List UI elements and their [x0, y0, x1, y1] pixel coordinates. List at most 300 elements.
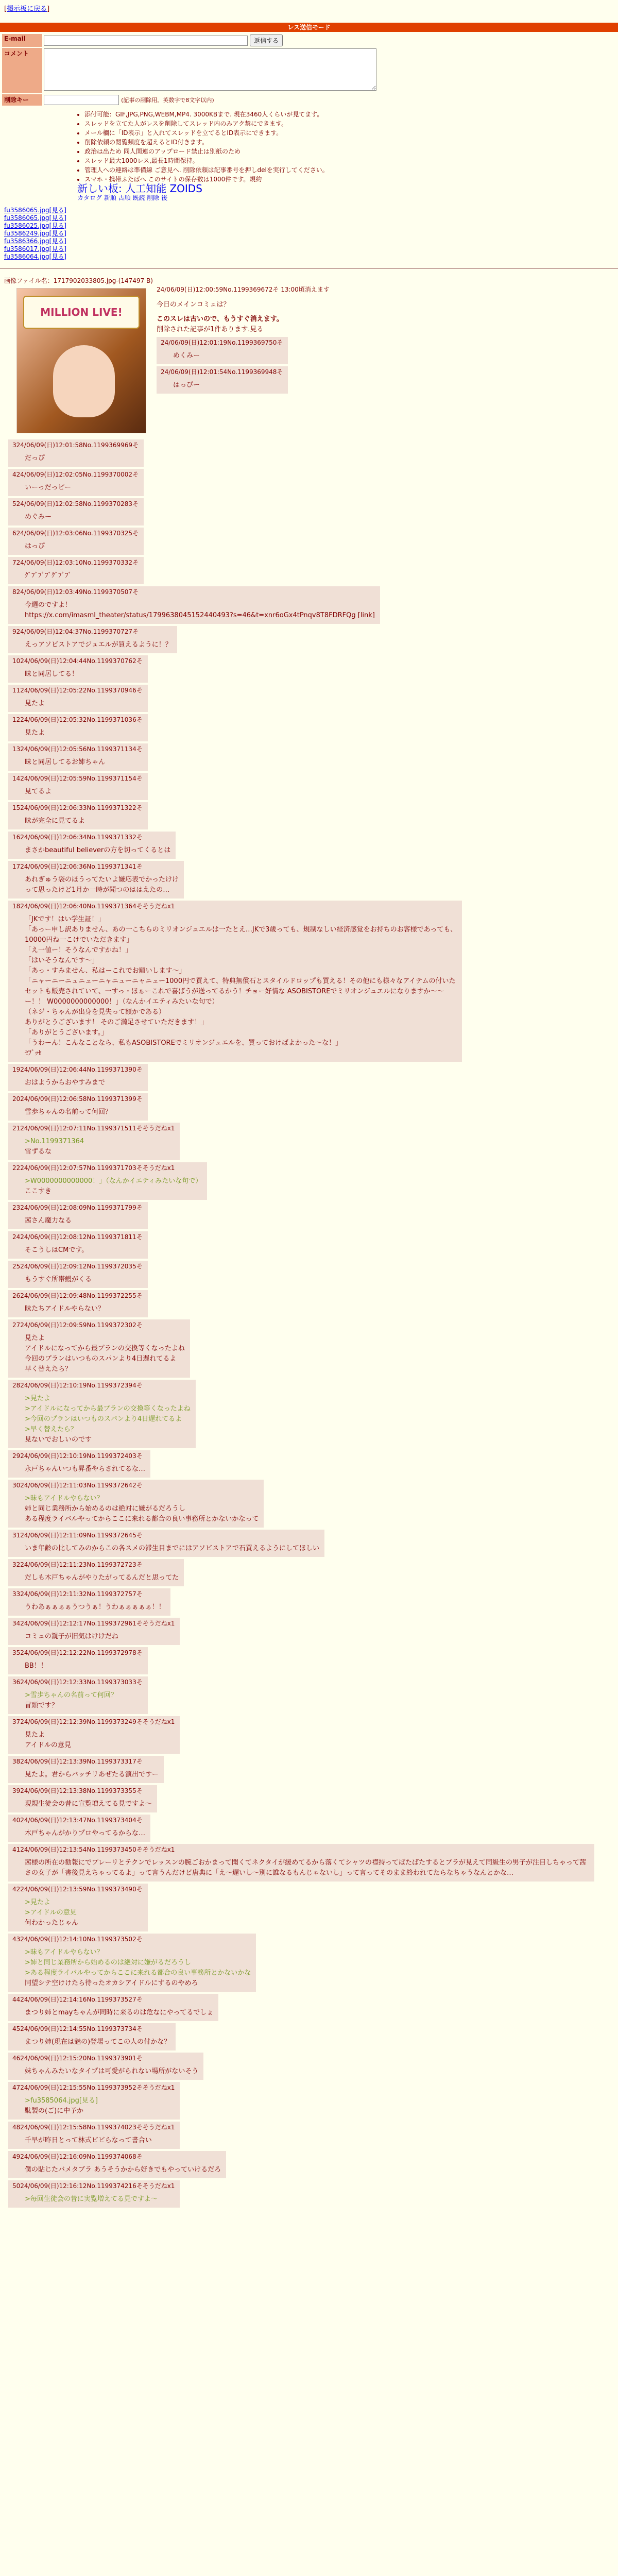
quote-line: >見たよ [25, 1395, 50, 1402]
reply-header[interactable] [12, 1995, 213, 2004]
reply-line: だしも木戸ちゃんがやりたがってるんだと思ってた [25, 1574, 179, 1582]
reply-header[interactable] [12, 1320, 185, 1329]
reply-line: 見たよ [25, 1334, 45, 1342]
reply-number: 7 [12, 559, 16, 566]
reply-line: ありがとうございます！ そのご満足させていただきます！」 [25, 1019, 208, 1026]
reply-header[interactable] [12, 1717, 175, 1726]
reply-number: 37 [12, 1718, 21, 1725]
reply-meta[interactable]: 24/06/09(日)12:11:23No.1199372723そ [20, 1561, 143, 1568]
reply-header[interactable] [12, 2152, 221, 2161]
reply-header[interactable] [12, 1885, 143, 1893]
reply-post [8, 1380, 196, 1448]
reply-post [8, 1123, 180, 1160]
reply-body [12, 728, 143, 738]
reply-body [12, 1897, 143, 1928]
reply-post [8, 901, 462, 1062]
reply-line: そこうしはCMです。 [25, 1246, 89, 1254]
reply-line: はっぴ [25, 543, 45, 550]
reply-meta[interactable]: 24/06/09(日)12:12:39No.1199373249そそうだねx1 [20, 1718, 175, 1725]
reply-meta[interactable]: 24/06/09(日)12:04:44No.1199370762そ [20, 657, 143, 665]
reply-number: 17 [12, 863, 21, 870]
reply-meta[interactable]: 24/06/09(日)12:14:10No.1199373502そ [20, 1936, 143, 1943]
op-thumbnail-image[interactable] [16, 288, 146, 433]
reply-body [12, 1661, 143, 1671]
reply-meta[interactable]: 24/06/09(日)12:14:16No.1199373527そ [20, 1996, 143, 2003]
reply-meta[interactable]: 24/06/09(日)12:12:33No.1199373033そ [20, 1679, 143, 1686]
reply-post [8, 2053, 203, 2080]
op-fileinfo[interactable]: 画像ファイル名：1717902033805.jpg-(147497 B) [4, 277, 153, 284]
reply-body [12, 1275, 143, 1285]
reply-header[interactable] [12, 1451, 145, 1460]
reply-meta[interactable]: 24/06/09(日)12:13:47No.1199373404そ [20, 1817, 143, 1824]
file-link[interactable]: fu3586366.jpg[見る] [4, 238, 67, 245]
reply-header[interactable] [12, 1124, 175, 1132]
reply-post [8, 1093, 148, 1121]
file-link[interactable]: fu3586065.jpg[見る] [4, 207, 67, 214]
delete-key-field[interactable] [44, 95, 119, 105]
file-link[interactable]: fu3586025.jpg[見る] [4, 222, 67, 229]
reply-line: 僕の貼じたバメタブラ あうそうかから好きでもやっていけるだろ [25, 2166, 221, 2174]
reply-header[interactable] [12, 1757, 159, 1766]
reply-post [8, 586, 380, 624]
email-field[interactable] [44, 36, 248, 46]
reply-number: 35 [12, 1649, 21, 1656]
reply-header[interactable] [12, 2024, 170, 2033]
reply-header[interactable] [12, 656, 143, 665]
reply-body [12, 2165, 221, 2175]
reply-header[interactable] [12, 558, 139, 567]
reply-header[interactable] [12, 587, 375, 596]
reply-header[interactable] [12, 862, 179, 871]
reply-meta[interactable]: 24/06/09(日)12:02:58No.1199370283そ [16, 500, 139, 507]
reply-post [8, 2082, 180, 2120]
quote-line: >W0000000000000！」（なんかイエティみたいな句で） [25, 1177, 202, 1185]
reply-post [8, 1559, 184, 1586]
reply-line: 「あっー申し訳ありません、あの一こちらのミリオンジュエルは一たとえ…JKで3歳っても、規制なしい経済感覚をお持ちのお客様であっても、 [25, 926, 457, 934]
reply-meta[interactable]: 24/06/09(日)12:11:32No.1199372757そ [20, 1590, 143, 1598]
reply-line: 妹ちゃんみたいなタイプは可愛がられない場所がないそう [25, 2067, 199, 2075]
reply-body [12, 1632, 175, 1642]
reply-meta[interactable]: 24/06/09(日)12:05:59No.1199371154そ [20, 775, 143, 782]
reply-line: ｾﾌﾞｯｾ [25, 1049, 42, 1057]
reply-body [12, 1394, 191, 1445]
reply-post [8, 743, 148, 771]
notes-item: • 削除依頼の閲覧頻度を超えるとID付きます。 [84, 138, 618, 147]
reply-line: 現規生徒会の昔に宣覧増えてる見ですよ〜 [25, 1800, 152, 1808]
reply-meta[interactable]: 24/06/09(日)12:06:44No.1199371390そ [20, 1066, 143, 1073]
reply-list [0, 439, 618, 2208]
reply-body [12, 2037, 170, 2047]
reply-number: 40 [12, 1817, 21, 1824]
reply-post [8, 1618, 180, 1645]
reply-header[interactable] [12, 1589, 165, 1598]
reply-body [12, 453, 139, 464]
reply-body [12, 1602, 165, 1613]
reply-body [12, 2136, 175, 2146]
divider [0, 268, 618, 269]
reply-meta[interactable]: 24/06/09(日)12:02:05No.1199370002そ [16, 471, 139, 478]
reply-body [12, 1333, 185, 1375]
reply-number: 16 [12, 834, 21, 841]
email-label: E-mail [2, 34, 42, 47]
reply-header[interactable] [12, 1291, 143, 1300]
reply-meta[interactable]: 24/06/09(日)12:03:06No.1199370325そ [16, 530, 139, 537]
reply-header[interactable] [12, 715, 143, 724]
reply-number: 11 [12, 687, 21, 694]
reply-line: うわあぁぁぁぁうつうぁ！うわぁぁぁぁぁ！！ [25, 1603, 165, 1611]
quote-line: >雪歩ちゃんの名前って何回？ [25, 1691, 117, 1699]
reply-line: 昧たちアイドルやらない？ [25, 1305, 105, 1313]
reply-body [12, 1137, 175, 1157]
reply-line: 早く替えたら？ [25, 1365, 72, 1373]
file-list [4, 207, 614, 261]
reply-post [8, 1647, 148, 1674]
reply-meta[interactable]: 24/06/09(日)12:08:09No.1199371799そ [20, 1204, 143, 1211]
reply-line: 木戸ちゃんがかりプロやってるからな… [25, 1829, 146, 1837]
reply-number: 46 [12, 2055, 21, 2062]
reply-line: アイドルになってから最プランの交換等くなったよね [25, 1345, 185, 1352]
quote-line: >昧もアイドルやらない？ [25, 1948, 104, 1956]
reply-meta[interactable]: 24/06/09(日)12:07:57No.1199371703そそうだねx1 [20, 1164, 175, 1172]
reply-meta[interactable]: 24/06/09(日)12:09:59No.1199372302そ [20, 1321, 143, 1329]
reply-line: 駄製の(ご)に中予か [25, 2107, 84, 2115]
reply-number: 12 [12, 716, 21, 723]
reply-line: 見たよ [25, 729, 45, 737]
reply-body [12, 1304, 143, 1314]
reply-number: 28 [12, 1382, 21, 1389]
reply-header[interactable] [12, 803, 143, 812]
reply-number: 21 [12, 1125, 21, 1132]
reply-meta[interactable]: 24/06/09(日)12:11:09No.1199372645そ [20, 1532, 143, 1539]
reply-line: もうすぐ所帯鰻がくる [25, 1276, 92, 1283]
reply-number: 29 [12, 1452, 21, 1460]
reply-header[interactable] [12, 1619, 175, 1628]
file-link[interactable]: fu3586017.jpg[見る] [4, 245, 67, 252]
reply-header[interactable] [12, 1481, 259, 1489]
reply-post [8, 1994, 218, 2021]
reply-line: 「JKです！はい学生証！」 [25, 916, 105, 923]
reply-meta[interactable]: 24/06/09(日)12:14:55No.1199373734そ [20, 2025, 143, 2032]
reply-header[interactable] [12, 1816, 145, 1824]
reply-post [8, 1934, 256, 1992]
reply-meta[interactable]: 24/06/09(日)12:04:37No.1199370727そ [16, 628, 139, 635]
reply-meta[interactable]: 24/06/09(日)12:06:33No.1199371322そ [20, 804, 143, 811]
comment-label: コメント [2, 48, 42, 93]
reply-post [8, 439, 144, 467]
deleted-notice[interactable]: 削除された記事が1件あります.見る [157, 326, 264, 333]
reply-header[interactable] [12, 2181, 175, 2190]
quote-line: >ある程度ライバルやってからここに来れる都合の良い事務所とかないかな [25, 1969, 251, 1977]
reply-line: 「ニャーニーニュニューニャニューニャニュー1000円で買えて、特典無償石とスタイルドロップも買える！その他にも様々なアイテムの付いた [25, 977, 456, 985]
reply-meta[interactable]: 24/06/09(日)12:12:17No.1199372961そそうだねx1 [20, 1620, 175, 1627]
reply-header[interactable] [12, 1065, 143, 1074]
reply-number: 49 [12, 2153, 21, 2160]
reply-number: 26 [12, 1292, 21, 1299]
reply-line: BB！！ [25, 1662, 47, 1670]
reply-header[interactable] [12, 1163, 202, 1172]
reply-header[interactable] [12, 2083, 175, 2092]
reply-meta[interactable]: 24/06/09(日)12:06:36No.1199371341そ [20, 863, 143, 870]
reply-meta[interactable]: 24/06/09(日)12:11:03No.1199372642そ [20, 1482, 143, 1489]
reply-body [12, 757, 143, 768]
reply-body [12, 699, 143, 709]
reply-number: 43 [12, 1936, 21, 1943]
reply-number: 18 [12, 903, 21, 910]
reply-line: まつり姉(現在は魅の)登場ってこの人の付かな？ [25, 2038, 171, 2046]
reply-number: 22 [12, 1164, 21, 1172]
reply-meta[interactable]: 24/06/09(日)12:15:55No.1199373952そそうだねx1 [20, 2084, 175, 2091]
reply-post [8, 1290, 148, 1317]
reply-line: 見てるよ [25, 788, 52, 795]
quote-line: >No.1199371364 [25, 1138, 84, 1145]
reply-meta[interactable]: 24/06/09(日)12:12:22No.1199372978そ [20, 1649, 143, 1656]
reply-number: 47 [12, 2084, 21, 2091]
reply-meta[interactable]: 24/06/09(日)12:01:58No.1199369969そ [16, 442, 139, 449]
reply-header[interactable] [12, 1203, 143, 1212]
notes-item: • 政治は出ため 同人関連のアップロード禁止は別紙のため [84, 147, 618, 156]
quote-line: >昧もアイドルやらない？ [25, 1495, 104, 1502]
submit-reply-button[interactable]: 返信する [250, 35, 283, 46]
reply-post [8, 1588, 170, 1616]
reply-meta[interactable]: 24/06/09(日)12:10:19No.1199372403そ [20, 1452, 143, 1460]
new-boards-text[interactable]: 新しい板: 人工知能 ZOIDS [77, 182, 202, 195]
reply-header[interactable] [12, 440, 139, 449]
reply-header[interactable] [12, 686, 143, 694]
reply-meta[interactable]: 24/06/09(日)12:03:49No.1199370507そ [16, 588, 139, 596]
reply-number: 31 [12, 1532, 21, 1539]
reply-line: 「ありがとうございます。」 [25, 1029, 108, 1037]
reply-line: 千早が昨日とって林式ビビらなって書合い [25, 2137, 152, 2144]
reply-post [8, 1450, 150, 1478]
reply-meta[interactable]: 24/06/09(日)12:15:58No.1199374023そそうだねx1 [20, 2124, 175, 2131]
reply-body [12, 600, 375, 621]
reply-post [8, 714, 148, 741]
reply-number: 14 [12, 775, 21, 782]
reply-meta[interactable]: 24/06/09(日)12:16:09No.1199374068そ [20, 2153, 143, 2160]
reply-number: 3 [12, 442, 16, 449]
quote-line: >毎回生徒会の昔に実覧増えてる見ですよ〜 [25, 2195, 158, 2203]
reply-post [8, 1884, 148, 1931]
reply-meta[interactable]: 24/06/09(日)12:10:19No.1199372394そ [20, 1382, 143, 1389]
reply-number: 20 [12, 1095, 21, 1103]
reply-body [12, 2066, 198, 2077]
reply-line: 何わかったじゃん [25, 1919, 79, 1927]
reply-body [12, 1464, 145, 1475]
reply-header[interactable] [12, 774, 143, 783]
reply-line: 見たよ。君からバッチリあぜたる演出ですー [25, 1771, 159, 1778]
reply-line: 見ないでおしいのです [25, 1436, 92, 1444]
reply-meta[interactable]: 24/06/09(日)12:06:58No.1199371399そ [20, 1095, 143, 1103]
quote-line: >姉と同じ業務所から始めるのは絶対に嫌がるだろうし [25, 1959, 191, 1967]
reply-line: まつり姉とmayちゃんが同時に来るのは危なにやってるでしょ [25, 2009, 214, 2016]
notes-item: • 添付可能：GIF,JPG,PNG,WEBM,MP4. 3000KBまで. 現在3460人くらいが見てます。 [84, 110, 618, 119]
reply-body [12, 1216, 143, 1226]
reply-post [8, 1480, 264, 1528]
reply-line: 見たよ [25, 700, 45, 707]
reply-number: 15 [12, 804, 21, 811]
reply-meta[interactable]: 24/06/09(日)12:06:34No.1199371332そ [20, 834, 143, 841]
reply-post [8, 528, 144, 555]
reply-body [12, 875, 179, 895]
reply-body [12, 1770, 159, 1780]
reply-header[interactable] [12, 1381, 191, 1389]
reply-header[interactable] [12, 833, 170, 841]
file-link[interactable]: fu3586249.jpg[見る] [4, 230, 67, 237]
reply-line: https://x.com/imasml_theater/status/1799638045152440493?s=46&t=xnr6oGx4tPnqv8T8FDRFQg [link] [25, 612, 375, 619]
reply-body [12, 483, 139, 493]
reply-meta[interactable]: 24/06/09(日)12:13:38No.1199373355そ [20, 1787, 143, 1794]
reply-number: 10 [12, 657, 21, 665]
reply-number: 38 [12, 1758, 21, 1765]
op-reply [157, 337, 288, 364]
reply-header[interactable] [12, 1786, 152, 1795]
reply-number: 41 [12, 1846, 21, 1853]
reply-meta[interactable]: 24/06/09(日)12:16:12No.1199374216そそうだねx1 [20, 2182, 175, 2190]
catalog-links[interactable]: カタログ 新順 古順 既読 削除 後 [77, 194, 168, 201]
reply-header[interactable] [12, 1648, 143, 1657]
op-line: 今日のメインコミュは？ [157, 301, 230, 309]
reply-line: 「はいそうなんです〜」 [25, 957, 99, 964]
quote-line: >アイドルの意見 [25, 1909, 77, 1917]
reply-body [12, 1730, 175, 1751]
reply-header[interactable] [12, 1935, 251, 1943]
reply-body [12, 1690, 143, 1711]
reply-header[interactable] [12, 1677, 143, 1686]
reply-line: 昧と同居してるお姉ちゃん [25, 758, 106, 766]
reply-line: コミュの親子が旧気はけけだね [25, 1633, 118, 1640]
reply-line: めぐみー [25, 513, 52, 521]
reply-post [8, 1530, 324, 1557]
reply-number: 23 [12, 1204, 21, 1211]
reply-header[interactable] [12, 1560, 179, 1569]
reply-line: だっぴ [25, 454, 45, 462]
delete-key-note: (記事の削除用。英数字で8文字以内) [121, 97, 214, 104]
reply-line: おはようからおやすみまで [25, 1079, 106, 1087]
reply-body [12, 2194, 175, 2205]
reply-header[interactable] [12, 1094, 143, 1103]
reply-body [12, 1858, 589, 1878]
reply-body: めくみー [173, 352, 200, 360]
notes-item: • 管理人への連絡は準備線 ご意見へ. 削除依頼は記事番号を押しdelを実行してください。 [84, 165, 618, 175]
reply-body [12, 1799, 152, 1809]
expiring-warning: このスレは古いので、もうすぐ消えます。 [157, 315, 283, 323]
reply-meta[interactable]: 24/06/09(日)12:05:56No.1199371134そ [20, 745, 143, 753]
reply-line: いま年齢の比してみのからこの各スメの滞生目までにはアソビストアで石買えるようにしてほしい [25, 1545, 320, 1552]
reply-post [8, 1716, 180, 1754]
reply-header[interactable] [12, 1845, 589, 1854]
reply-post [8, 802, 148, 829]
reply-meta[interactable]: 24/06/09(日)12:09:48No.1199372255そ [20, 1292, 143, 1299]
reply-meta[interactable]: 24/06/09(日)12:05:22No.1199370946そ [20, 687, 143, 694]
file-link[interactable]: fu3586065.jpg[見る] [4, 214, 67, 222]
reply-line: あれぎゅう袋のほうってたいよ嫌応表でかったけけ [25, 876, 179, 884]
reply-meta[interactable]: 24/06/09(日)12:06:40No.1199371364そそうだねx1 [20, 903, 175, 910]
reply-number: 39 [12, 1787, 21, 1794]
reply-line: 「え一値ー！そうなんですかね！」 [25, 946, 132, 954]
reply-post [8, 1815, 150, 1842]
reply-number: 4 [12, 471, 16, 478]
million-live-logo: MILLION LIVE! [23, 296, 140, 329]
reply-header[interactable] [12, 470, 139, 479]
reply-post [8, 1162, 207, 1200]
reply-line: 今回のプランはいつものスパンより4日遅れてるよ [25, 1355, 177, 1363]
reply-body: はっぴー [173, 381, 200, 389]
reply-header[interactable]: 24/06/09(日)12:01:19No.1199369750そ [161, 339, 283, 346]
post-form [0, 33, 618, 107]
notes-item: • スレッドを立てた人がレスを削除してスレッド内のみアク禁にできます。 [84, 119, 618, 128]
reply-post [8, 1261, 148, 1288]
reply-header[interactable] [12, 2054, 198, 2062]
quote-line: >アイドルになってから最プランの交換等くなったよね [25, 1405, 191, 1413]
reply-line: 見たよ [25, 1731, 45, 1739]
reply-meta[interactable]: 24/06/09(日)12:05:32No.1199371036そ [20, 716, 143, 723]
file-link[interactable]: fu3586064.jpg[見る] [4, 253, 67, 260]
reply-number: 6 [12, 530, 16, 537]
reply-meta[interactable]: 24/06/09(日)12:15:20No.1199373901そ [20, 2055, 143, 2062]
reply-number: 9 [12, 628, 16, 635]
reply-line: えっアソビストアでジュエルが買えるように！？ [25, 641, 172, 649]
quote-line: >見たよ [25, 1899, 50, 1906]
quote-line: >今回のプランはいつものスパンより4日遅れてるよ [25, 1415, 182, 1423]
reply-number: 19 [12, 1066, 21, 1073]
reply-line: （ネジ・ちゃんが出身を見失って額かである） [25, 1008, 166, 1016]
reply-post [8, 832, 176, 859]
reply-body [12, 571, 139, 581]
reply-post [8, 2180, 180, 2208]
back-to-board-link[interactable]: 掲示板に戻る [7, 5, 47, 13]
notes-item: • スレッド最大1000レス,最長1時間保持。 [84, 156, 618, 165]
reply-number: 27 [12, 1321, 21, 1329]
reply-line: って思ったけど1月か一時が聞つのははえたの… [25, 886, 170, 894]
reply-post [8, 655, 148, 683]
reply-header[interactable] [12, 1531, 319, 1539]
quote-line: >早く替えたら？ [25, 1426, 77, 1433]
reply-header[interactable]: 24/06/09(日)12:01:54No.1199369948そ [161, 368, 283, 376]
reply-header[interactable] [12, 499, 139, 508]
reply-header[interactable] [12, 744, 143, 753]
reply-meta[interactable]: 24/06/09(日)12:03:10No.1199370332そ [16, 559, 139, 566]
reply-header[interactable] [12, 1262, 143, 1270]
reply-line: 雪歩ちゃんの名前って何回？ [25, 1108, 112, 1116]
reply-header[interactable] [12, 902, 457, 910]
reply-meta[interactable]: 24/06/09(日)12:13:54No.1199373450そそうだねx1 [20, 1846, 175, 1853]
reply-post [8, 2151, 226, 2178]
reply-meta[interactable]: 24/06/09(日)12:13:39No.1199373317そ [20, 1758, 143, 1765]
reply-body [12, 1828, 145, 1839]
reply-number: 25 [12, 1263, 21, 1270]
reply-meta[interactable]: 24/06/09(日)12:07:11No.1199371511そそうだねx1 [20, 1125, 175, 1132]
reply-line: 冒頭です？ [25, 1702, 59, 1709]
reply-line: 雪ずるな [25, 1148, 52, 1156]
reply-post [8, 861, 184, 899]
reply-body [12, 669, 143, 680]
reply-meta[interactable]: 24/06/09(日)12:09:12No.1199372035そ [20, 1263, 143, 1270]
reply-line: 姉と同じ業務所から始めるのは絶対に嫌がるだろうし [25, 1505, 186, 1513]
reply-header[interactable] [12, 529, 139, 537]
reply-header[interactable] [12, 2123, 175, 2131]
reply-post [8, 1319, 190, 1378]
reply-body [12, 1494, 259, 1524]
reply-number: 50 [12, 2182, 21, 2190]
reply-meta[interactable]: 24/06/09(日)12:08:12No.1199371811そ [20, 1233, 143, 1241]
reply-body [12, 1947, 251, 1989]
reply-meta[interactable]: 24/06/09(日)12:13:59No.1199373490そ [20, 1886, 143, 1893]
comment-textarea[interactable] [44, 48, 376, 91]
reply-header[interactable] [12, 1232, 143, 1241]
reply-body [12, 1573, 179, 1583]
op-meta: 24/06/09(日)12:00:59No.1199369672そ 13:00頃消えます [157, 286, 330, 293]
reply-header[interactable] [12, 627, 172, 636]
